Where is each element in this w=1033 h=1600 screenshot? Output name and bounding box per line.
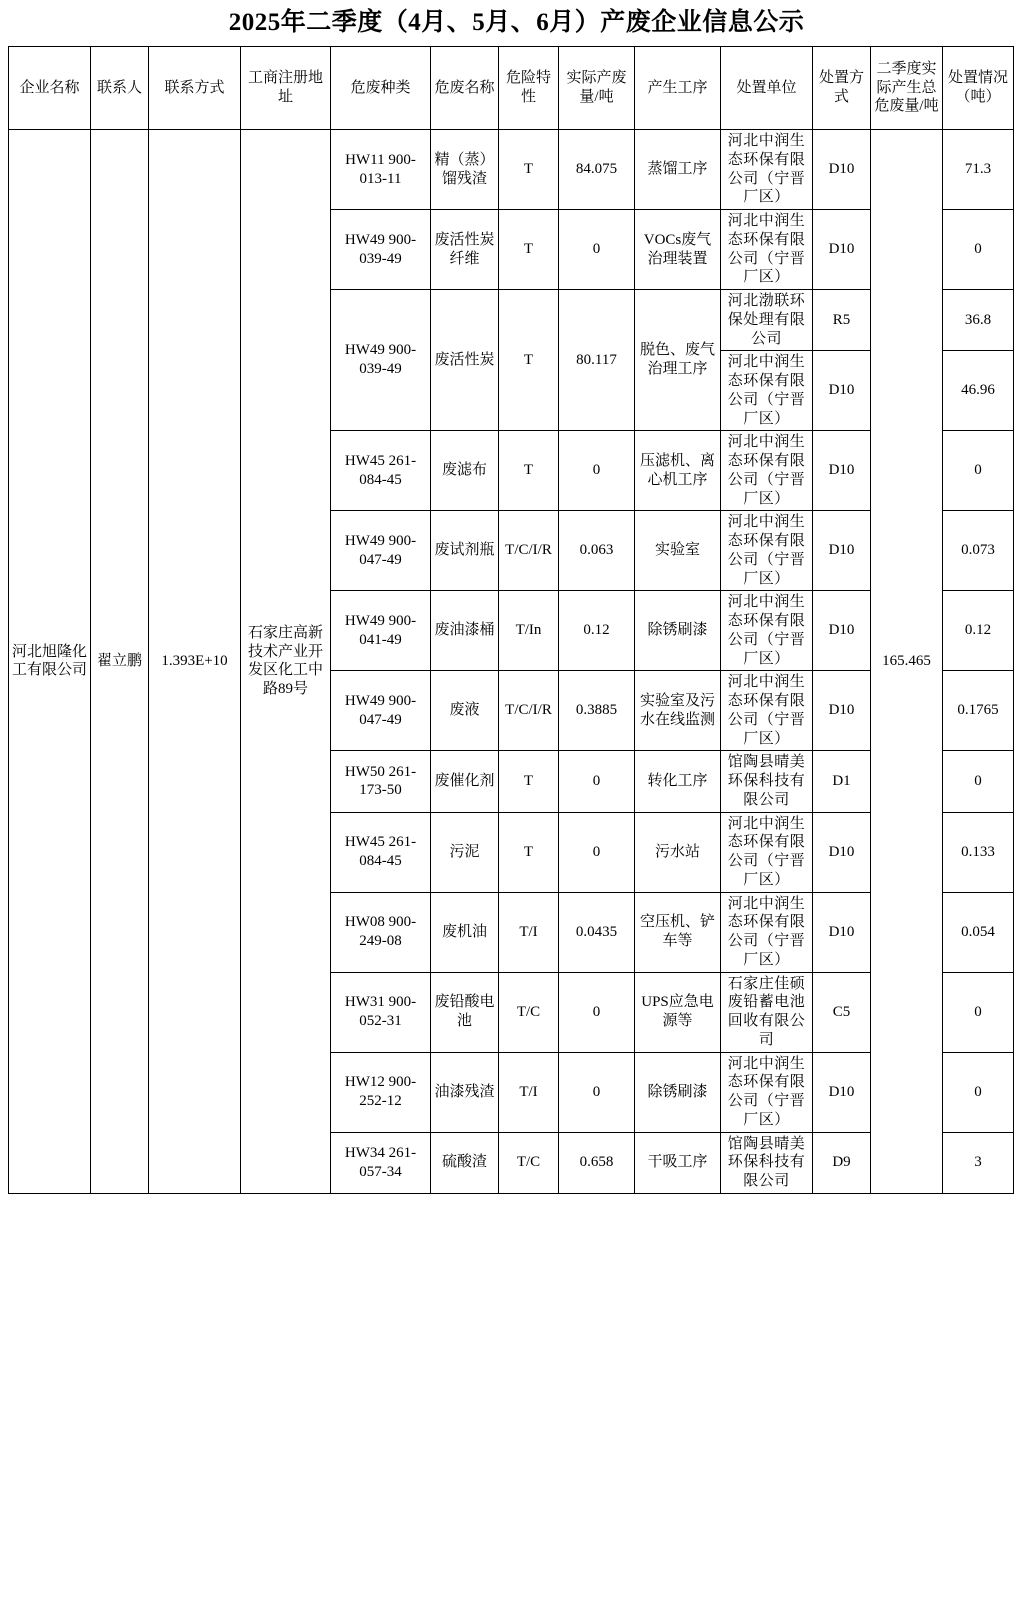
cell-amount: 0 — [559, 751, 635, 812]
header-hazard: 危险特性 — [499, 47, 559, 130]
header-company-name: 企业名称 — [9, 47, 91, 130]
cell-hazard: T — [499, 210, 559, 290]
cell-hazard: T/I — [499, 1052, 559, 1132]
header-waste-name: 危废名称 — [431, 47, 499, 130]
header-disposed: 处置情况（吨） — [943, 47, 1014, 130]
cell-process: UPS应急电源等 — [635, 972, 721, 1052]
cell-disposal-unit: 馆陶县晴美环保科技有限公司 — [721, 751, 813, 812]
cell-disposal-unit: 河北中润生态环保有限公司（宁晋厂区） — [721, 210, 813, 290]
cell-disposal-unit: 河北中润生态环保有限公司（宁晋厂区） — [721, 671, 813, 751]
cell-amount: 0.0435 — [559, 892, 635, 972]
cell-hazard: T — [499, 812, 559, 892]
cell-amount: 0.658 — [559, 1132, 635, 1193]
cell-address: 石家庄高新技术产业开发区化工中路89号 — [241, 130, 331, 1194]
cell-disposal-method: D10 — [813, 130, 871, 210]
cell-process: 脱色、废气治理工序 — [635, 290, 721, 431]
cell-disposed: 0 — [943, 210, 1014, 290]
cell-disposal-method: D9 — [813, 1132, 871, 1193]
cell-process: 除锈刷漆 — [635, 1052, 721, 1132]
cell-amount: 0.12 — [559, 591, 635, 671]
cell-disposed: 0.073 — [943, 511, 1014, 591]
cell-disposal-unit: 河北中润生态环保有限公司（宁晋厂区） — [721, 511, 813, 591]
cell-waste-code: HW31 900-052-31 — [331, 972, 431, 1052]
cell-disposal-method: D10 — [813, 1052, 871, 1132]
cell-contact: 翟立鹏 — [91, 130, 149, 1194]
cell-disposal-unit: 馆陶县晴美环保科技有限公司 — [721, 1132, 813, 1193]
cell-amount: 0 — [559, 812, 635, 892]
cell-hazard: T/C/I/R — [499, 671, 559, 751]
header-address: 工商注册地址 — [241, 47, 331, 130]
cell-waste-code: HW49 900-039-49 — [331, 210, 431, 290]
cell-company-name: 河北旭隆化工有限公司 — [9, 130, 91, 1194]
cell-waste-code: HW49 900-047-49 — [331, 671, 431, 751]
cell-disposal-unit: 河北中润生态环保有限公司（宁晋厂区） — [721, 892, 813, 972]
cell-disposal-method: D10 — [813, 431, 871, 511]
cell-waste-name: 废机油 — [431, 892, 499, 972]
cell-disposed: 0 — [943, 751, 1014, 812]
header-contact: 联系人 — [91, 47, 149, 130]
cell-amount: 0 — [559, 972, 635, 1052]
cell-disposal-unit: 河北中润生态环保有限公司（宁晋厂区） — [721, 351, 813, 431]
cell-disposal-method: D10 — [813, 591, 871, 671]
header-waste-code: 危废种类 — [331, 47, 431, 130]
cell-amount: 0 — [559, 431, 635, 511]
cell-disposed: 0 — [943, 1052, 1014, 1132]
cell-disposed: 0.12 — [943, 591, 1014, 671]
cell-phone: 1.393E+10 — [149, 130, 241, 1194]
cell-disposed: 0.133 — [943, 812, 1014, 892]
cell-total-waste: 165.465 — [871, 130, 943, 1194]
cell-waste-name: 废试剂瓶 — [431, 511, 499, 591]
cell-waste-name: 废油漆桶 — [431, 591, 499, 671]
cell-amount: 0.063 — [559, 511, 635, 591]
cell-disposed: 46.96 — [943, 351, 1014, 431]
cell-disposal-unit: 河北中润生态环保有限公司（宁晋厂区） — [721, 130, 813, 210]
cell-disposal-unit: 河北中润生态环保有限公司（宁晋厂区） — [721, 812, 813, 892]
cell-process: 实验室及污水在线监测 — [635, 671, 721, 751]
cell-process: 除锈刷漆 — [635, 591, 721, 671]
cell-amount: 84.075 — [559, 130, 635, 210]
cell-waste-name: 油漆残渣 — [431, 1052, 499, 1132]
cell-process: 空压机、铲车等 — [635, 892, 721, 972]
cell-process: 蒸馏工序 — [635, 130, 721, 210]
cell-waste-code: HW08 900-249-08 — [331, 892, 431, 972]
cell-disposed: 71.3 — [943, 130, 1014, 210]
cell-waste-code: HW49 900-039-49 — [331, 290, 431, 431]
cell-waste-name: 硫酸渣 — [431, 1132, 499, 1193]
cell-amount: 80.117 — [559, 290, 635, 431]
cell-waste-code: HW45 261-084-45 — [331, 812, 431, 892]
cell-process: VOCs废气治理装置 — [635, 210, 721, 290]
cell-hazard: T/In — [499, 591, 559, 671]
cell-hazard: T — [499, 290, 559, 431]
header-total-waste: 二季度实际产生总危废量/吨 — [871, 47, 943, 130]
cell-disposal-method: D10 — [813, 210, 871, 290]
cell-disposed: 0.1765 — [943, 671, 1014, 751]
cell-disposal-unit: 河北渤联环保处理有限公司 — [721, 290, 813, 351]
cell-process: 污水站 — [635, 812, 721, 892]
header-process: 产生工序 — [635, 47, 721, 130]
cell-disposal-method: D10 — [813, 351, 871, 431]
waste-disclosure-table — [8, 46, 1014, 1194]
cell-waste-name: 污泥 — [431, 812, 499, 892]
cell-disposal-unit: 河北中润生态环保有限公司（宁晋厂区） — [721, 591, 813, 671]
cell-disposal-method: D10 — [813, 812, 871, 892]
page-title: 2025年二季度（4月、5月、6月）产废企业信息公示 — [228, 9, 805, 36]
cell-waste-code: HW34 261-057-34 — [331, 1132, 431, 1193]
cell-waste-code: HW12 900-252-12 — [331, 1052, 431, 1132]
cell-amount: 0.3885 — [559, 671, 635, 751]
cell-disposal-method: R5 — [813, 290, 871, 351]
cell-disposal-method: D10 — [813, 511, 871, 591]
cell-disposed: 0.054 — [943, 892, 1014, 972]
cell-hazard: T/C — [499, 972, 559, 1052]
cell-waste-code: HW49 900-041-49 — [331, 591, 431, 671]
cell-disposal-unit: 石家庄佳硕废铅蓄电池回收有限公司 — [721, 972, 813, 1052]
cell-hazard: T/I — [499, 892, 559, 972]
header-disposal-unit: 处置单位 — [721, 47, 813, 130]
cell-process: 压滤机、离心机工序 — [635, 431, 721, 511]
cell-waste-name: 废活性炭 — [431, 290, 499, 431]
cell-waste-code: HW49 900-047-49 — [331, 511, 431, 591]
cell-disposed: 36.8 — [943, 290, 1014, 351]
cell-hazard: T/C/I/R — [499, 511, 559, 591]
header-row — [9, 47, 1014, 130]
cell-waste-name: 废铅酸电池 — [431, 972, 499, 1052]
table-body — [9, 130, 1014, 1194]
cell-disposed: 0 — [943, 972, 1014, 1052]
header-disposal-method: 处置方式 — [813, 47, 871, 130]
cell-disposal-method: D10 — [813, 671, 871, 751]
cell-waste-name: 精（蒸）馏残渣 — [431, 130, 499, 210]
cell-process: 转化工序 — [635, 751, 721, 812]
cell-disposed: 0 — [943, 431, 1014, 511]
cell-amount: 0 — [559, 1052, 635, 1132]
cell-waste-name: 废活性炭纤维 — [431, 210, 499, 290]
table-row — [9, 130, 1014, 210]
cell-waste-code: HW50 261-173-50 — [331, 751, 431, 812]
cell-hazard: T — [499, 130, 559, 210]
cell-hazard: T — [499, 431, 559, 511]
cell-disposed: 3 — [943, 1132, 1014, 1193]
cell-disposal-method: D1 — [813, 751, 871, 812]
cell-waste-code: HW45 261-084-45 — [331, 431, 431, 511]
header-phone: 联系方式 — [149, 47, 241, 130]
cell-waste-name: 废液 — [431, 671, 499, 751]
cell-process: 实验室 — [635, 511, 721, 591]
cell-disposal-method: D10 — [813, 892, 871, 972]
cell-disposal-method: C5 — [813, 972, 871, 1052]
cell-disposal-unit: 河北中润生态环保有限公司（宁晋厂区） — [721, 1052, 813, 1132]
table-header — [9, 47, 1014, 130]
cell-waste-code: HW11 900-013-11 — [331, 130, 431, 210]
cell-hazard: T — [499, 751, 559, 812]
header-amount: 实际产废量/吨 — [559, 47, 635, 130]
cell-amount: 0 — [559, 210, 635, 290]
cell-process: 干吸工序 — [635, 1132, 721, 1193]
cell-waste-name: 废滤布 — [431, 431, 499, 511]
cell-waste-name: 废催化剂 — [431, 751, 499, 812]
cell-disposal-unit: 河北中润生态环保有限公司（宁晋厂区） — [721, 431, 813, 511]
cell-hazard: T/C — [499, 1132, 559, 1193]
